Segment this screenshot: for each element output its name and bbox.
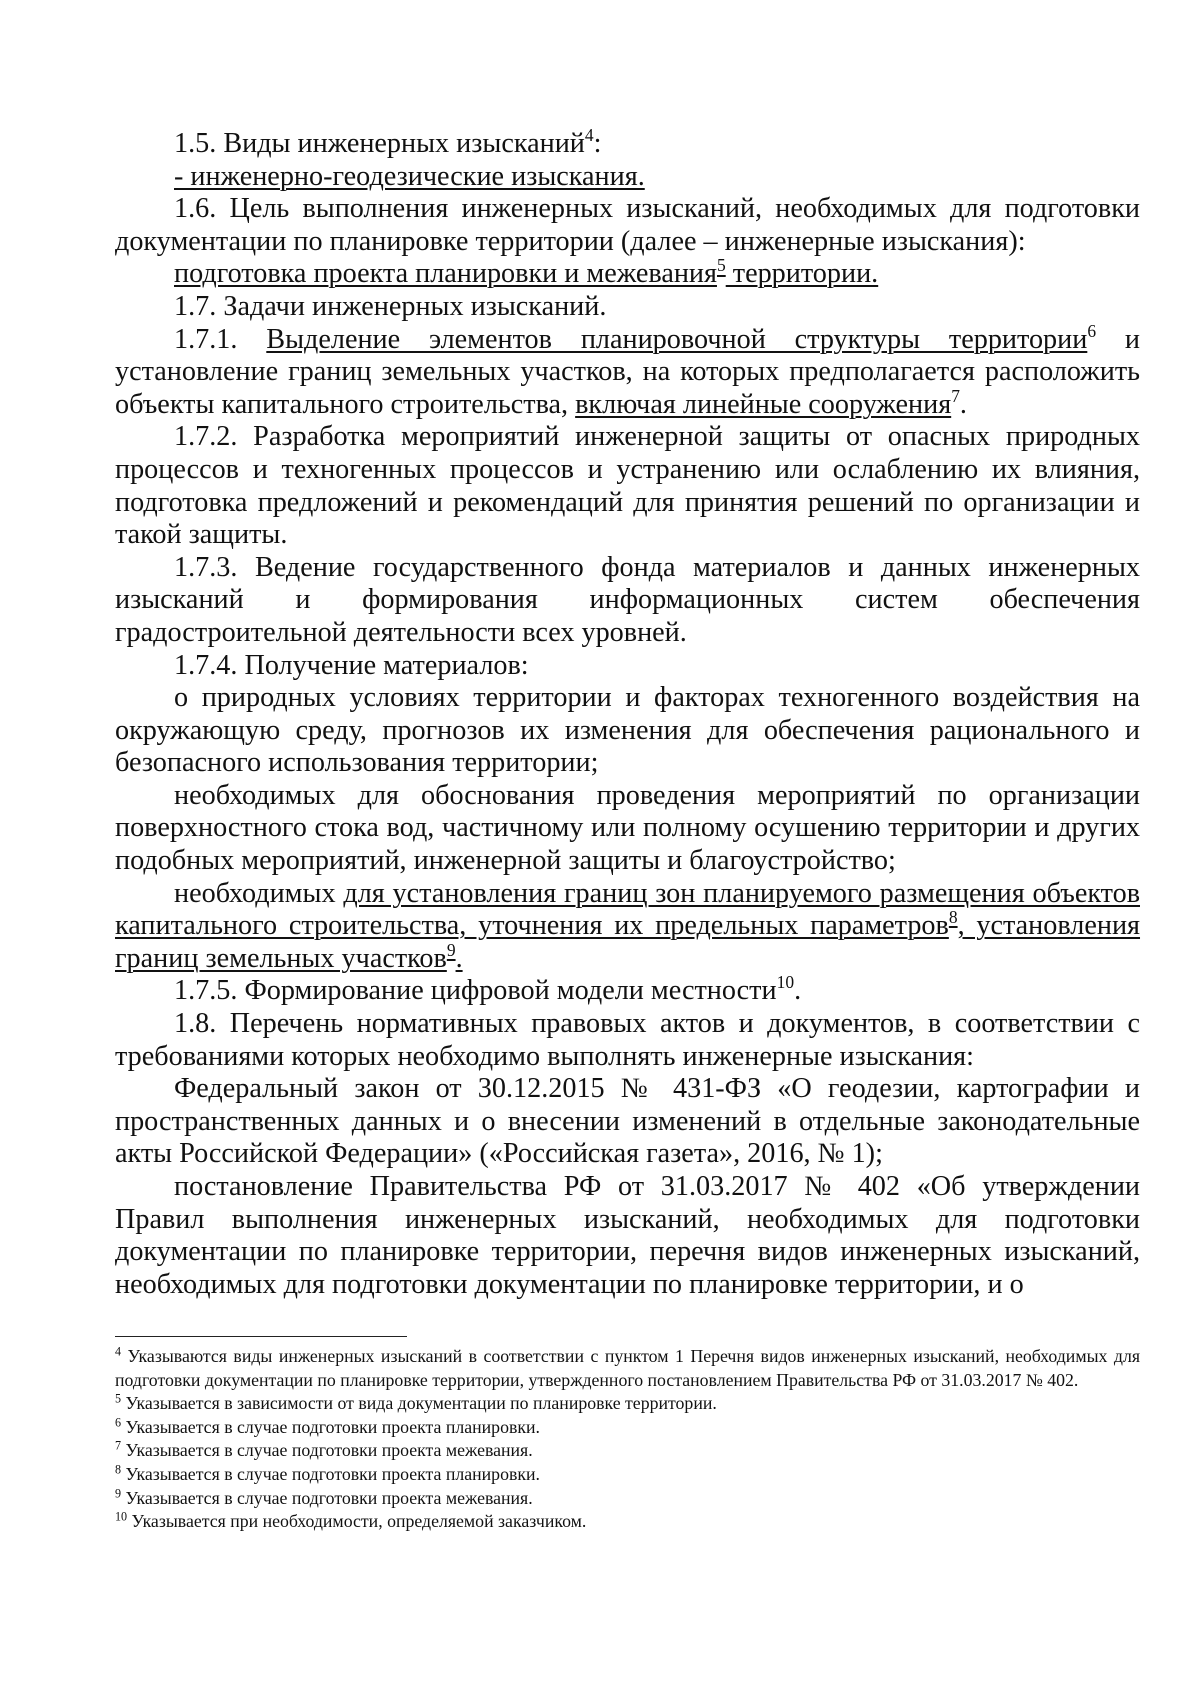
materials-runoff: необходимых для обоснования проведения мероприятий по организации поверхностного стока вод, частичному или полному осушению территории и других подобных мероприятий, инженерной защиты и благоустройство; xyxy=(115,779,1140,877)
footnote-number: 4 xyxy=(115,1344,122,1359)
survey-type-item xyxy=(115,161,1140,194)
survey-goal-text: подготовка проекта планировки и межевания xyxy=(174,258,717,290)
footnote-4 xyxy=(115,1345,1140,1392)
materials-boundaries-parcels: , установления границ земельных участков xyxy=(115,910,1141,974)
section-1-7-1 xyxy=(115,320,1141,422)
section-1-5-text: 1.5. Виды инженерных изысканий xyxy=(174,128,585,159)
main-text xyxy=(115,125,1141,1301)
footnote-ref-6: 6 xyxy=(1087,320,1097,341)
footnote-text: Указывается в случае подготовки проекта межевания. xyxy=(121,1440,533,1461)
section-1-7-2: 1.7.2. Разработка мероприятий инженерной защиты от опасных природных процессов и техногенных процессов и устранению или ослаблению их влияния, подготовка предложений и рекомендаций для принятия решений по организации и такой защиты. xyxy=(115,421,1140,551)
footnotes xyxy=(115,1345,1140,1534)
law-431-fz: Федеральный закон от 30.12.2015 № 431-ФЗ «О геодезии, картографии и пространственных данных и о внесении изменений в отдельные законодательные акты Российской Федерации» («Российская газета», 2016, № 1); xyxy=(115,1073,1140,1170)
section-1-5 xyxy=(115,125,1140,161)
section-1-7-5-end: . xyxy=(794,975,802,1007)
footnote-text: Указывается в случае подготовки проекта межевания. xyxy=(121,1487,533,1508)
section-1-7-1-linear: включая линейные сооружения xyxy=(575,388,952,420)
footnote-number: 5 xyxy=(115,1391,122,1406)
resolution-402: постановление Правительства РФ от 31.03.2017 № 402 «Об утверждении Правил выполнения инженерных изысканий, необходимых для подготовки документации по планировке территории, перечня видов инженерных изысканий, необходимых для подготовки документации по планировке территории, и о xyxy=(115,1171,1140,1300)
footnote-number: 10 xyxy=(115,1509,128,1524)
section-1-7-1-end: . xyxy=(959,388,967,420)
section-1-7-1-underlined: Выделение элементов планировочной структуры территории xyxy=(266,323,1088,355)
footnote-separator xyxy=(115,1336,407,1337)
footnote-ref-8: 8 xyxy=(948,907,958,928)
materials-boundaries-start: необходимых xyxy=(174,877,344,909)
footnote-number: 7 xyxy=(115,1438,122,1453)
section-1-6: 1.6. Цель выполнения инженерных изысканий, необходимых для подготовки документации по планировке территории (далее – инженерные изыскания): xyxy=(115,193,1140,257)
footnote-ref-7: 7 xyxy=(951,385,960,406)
footnote-ref-9: 9 xyxy=(446,940,456,961)
footnote-10 xyxy=(115,1510,1140,1534)
materials-natural-conditions: о природных условиях территории и факторах техногенного воздействия на окружающую среду, прогнозов их изменения для обеспечения рационального и безопасного использования территории; xyxy=(115,682,1140,779)
survey-goal xyxy=(115,255,1140,291)
footnote-number: 6 xyxy=(115,1415,122,1430)
section-1-7-4: 1.7.4. Получение материалов: xyxy=(174,649,529,681)
survey-goal-end: территории. xyxy=(725,258,879,290)
section-1-7-1-number: 1.7.1. xyxy=(174,323,238,355)
footnote-text: Указывается в случае подготовки проекта планировки. xyxy=(121,1416,540,1437)
section-1-5-colon: : xyxy=(593,128,602,159)
section-1-7-3: 1.7.3. Ведение государственного фонда материалов и данных инженерных изысканий и формирования информационных систем обеспечения градостроительной деятельности всех уровней. xyxy=(115,551,1140,648)
footnote-5 xyxy=(115,1392,1140,1416)
footnote-ref-10: 10 xyxy=(776,972,795,993)
section-1-7: 1.7. Задачи инженерных изысканий. xyxy=(174,290,607,322)
footnote-9 xyxy=(115,1487,1140,1511)
footnote-number: 9 xyxy=(115,1485,122,1500)
section-1-8: 1.8. Перечень нормативных правовых актов и документов, в соответствии с требованиями которых необходимо выполнять инженерные изыскания: xyxy=(115,1008,1140,1072)
footnote-text: Указываются виды инженерных изысканий в соответствии с пунктом 1 Перечня видов инженерных изысканий, необходимых для подготовки документации по планировке территории, утвержденного постановлением Правительства РФ от 31.03.2017 № 402. xyxy=(115,1346,1140,1390)
footnote-6 xyxy=(115,1416,1140,1440)
footnote-text: Указывается в случае подготовки проекта планировки. xyxy=(121,1463,540,1484)
materials-boundaries-underlined: для установления границ зон планируемого размещения объектов капитального строительства, уточнения их предельных параметров xyxy=(115,877,1140,942)
survey-type-text: - инженерно-геодезические изыскания. xyxy=(174,160,645,192)
footnote-text: Указывается в зависимости от вида документации по планировке территории. xyxy=(121,1393,717,1414)
section-1-7-5 xyxy=(115,972,1140,1008)
section-1-7-1-text: и установление границ земельных участков, на которых предполагается расположить объекты капитального строительства, xyxy=(115,323,1141,420)
footnote-number: 8 xyxy=(115,1462,122,1477)
footnote-7 xyxy=(115,1439,1140,1463)
section-1-7-5-text: 1.7.5. Формирование цифровой модели местности xyxy=(174,975,777,1007)
footnote-8 xyxy=(115,1463,1140,1487)
footnote-ref-4: 4 xyxy=(584,125,594,146)
materials-boundaries xyxy=(115,878,1140,976)
footnote-text: Указывается при необходимости, определяемой заказчиком. xyxy=(127,1511,587,1532)
footnote-ref-5: 5 xyxy=(716,255,726,276)
materials-boundaries-end: . xyxy=(455,942,463,974)
